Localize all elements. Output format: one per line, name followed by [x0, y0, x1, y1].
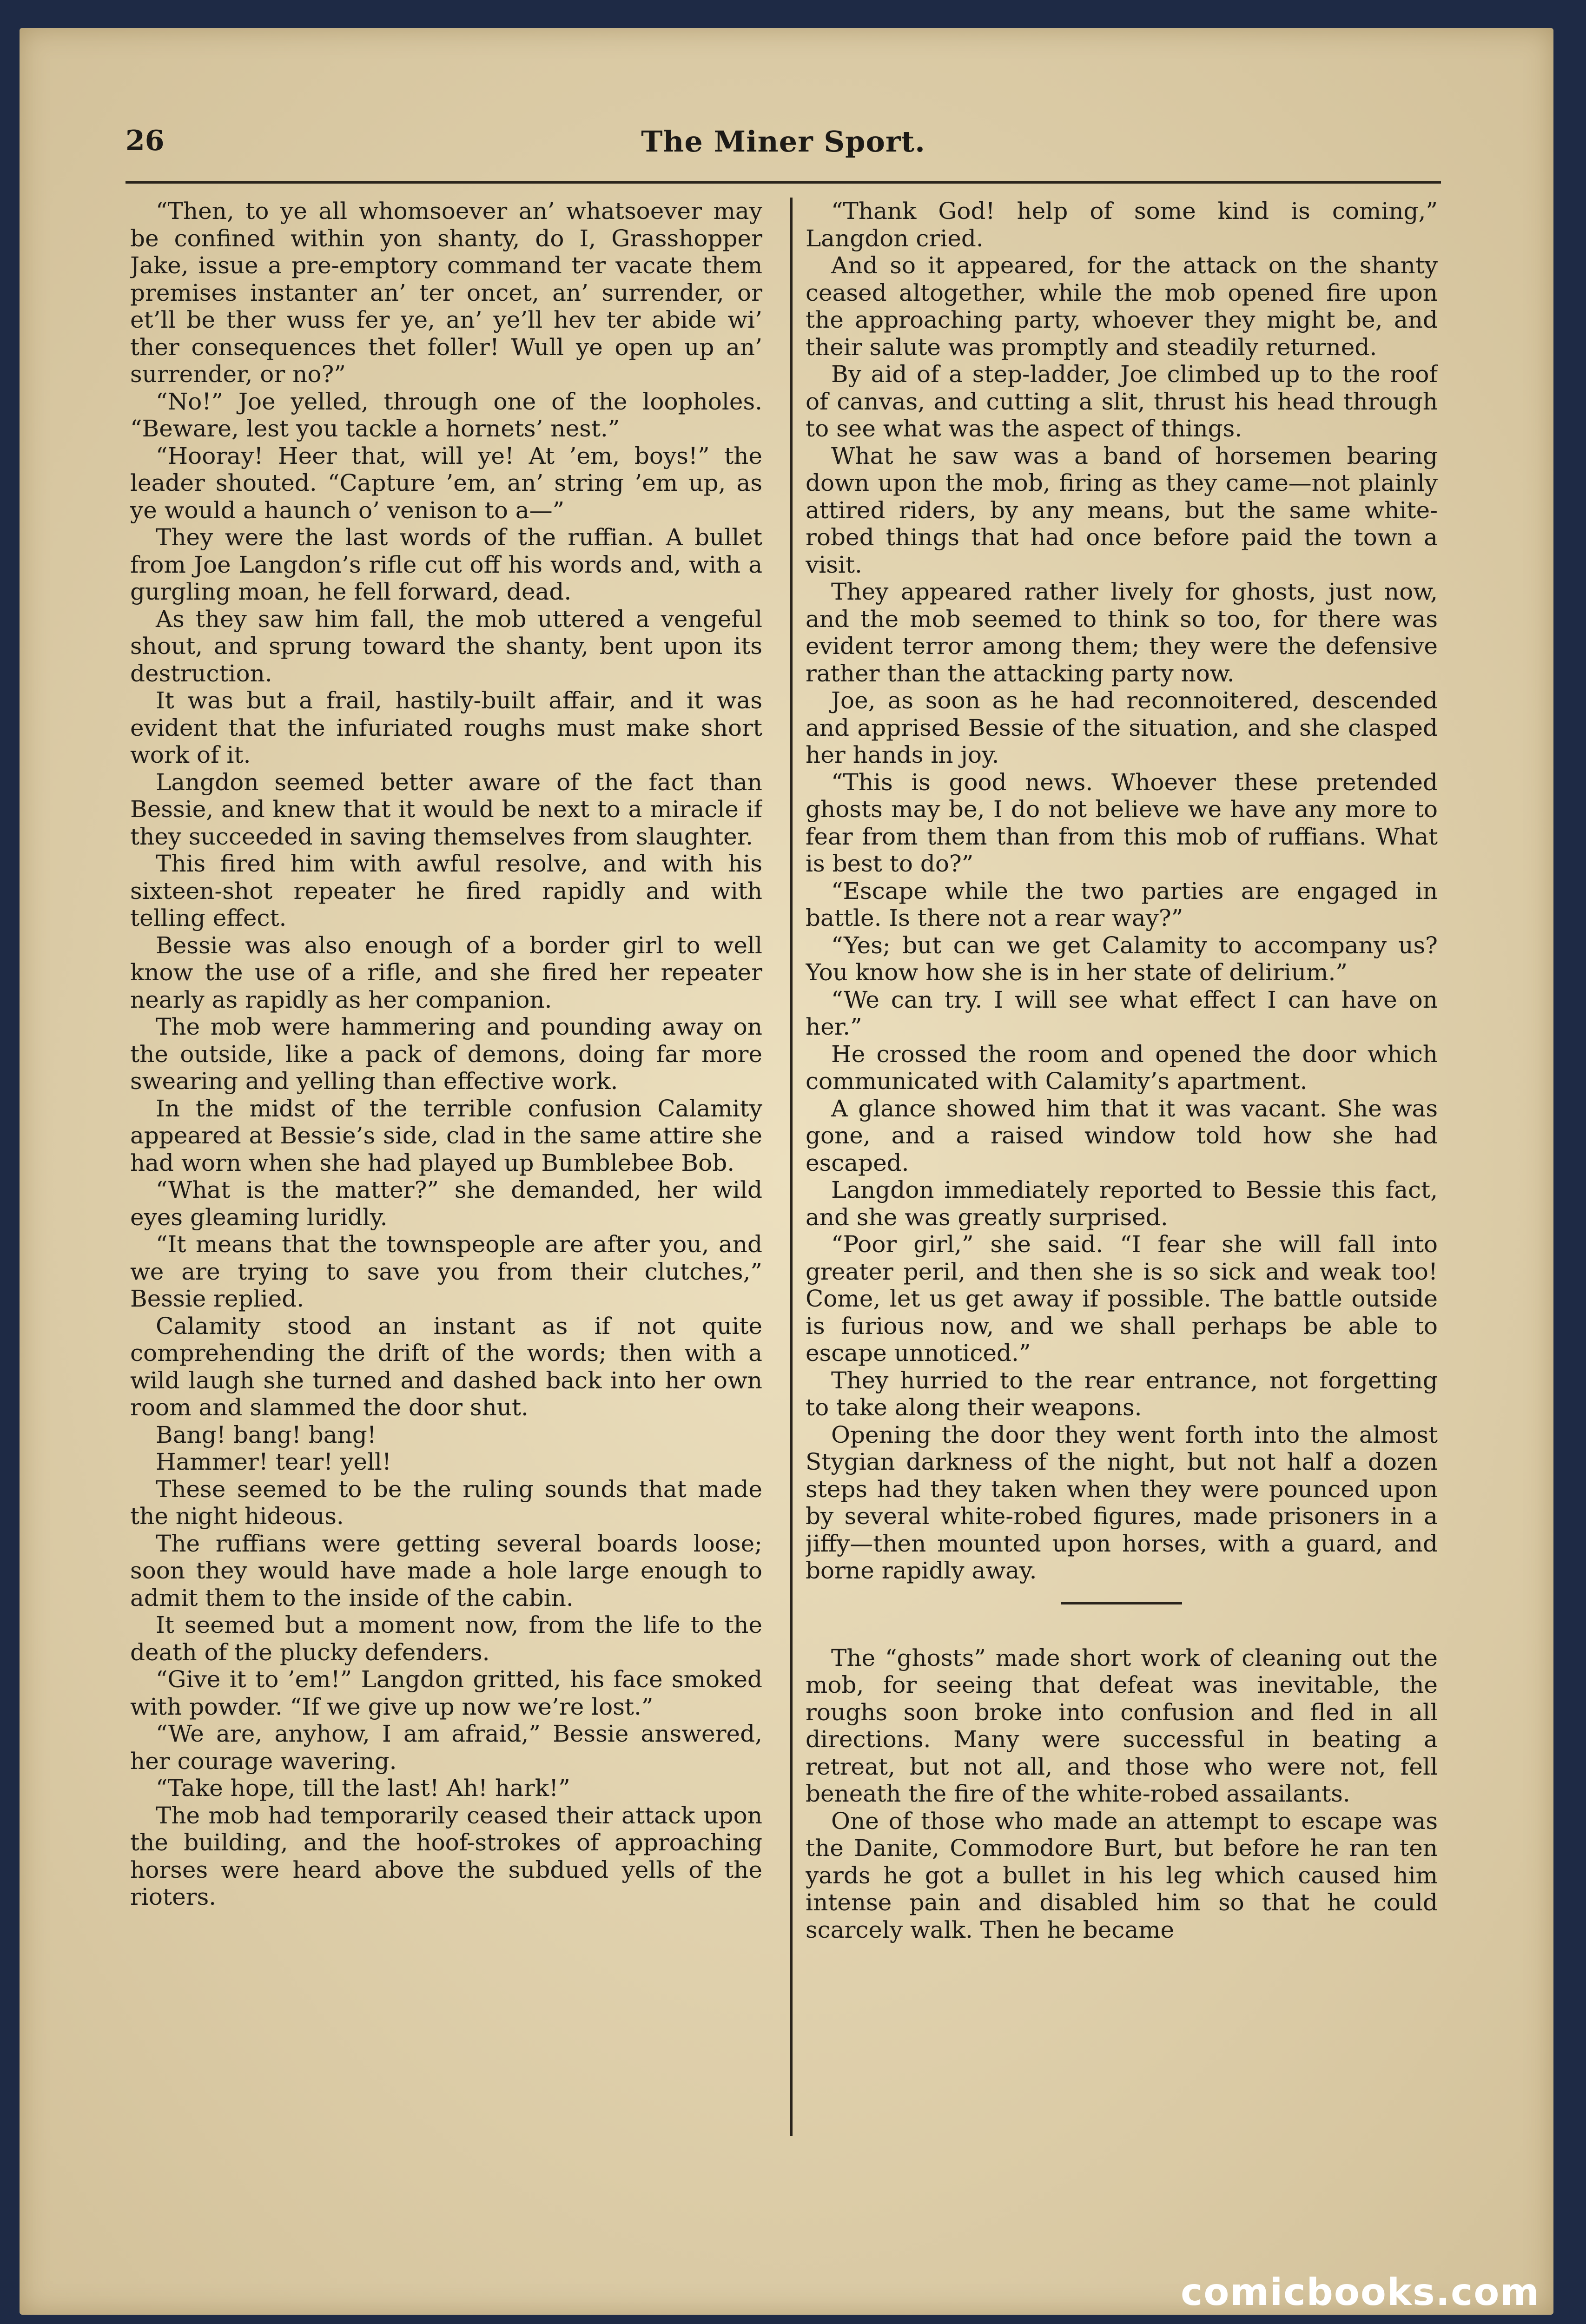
paragraph: By aid of a step-ladder, Joe climbed up to the roof of canvas, and cutting a slit, thrust his head through to see what was the aspect of things. [806, 361, 1438, 442]
paragraph: “We are, anyhow, I am afraid,” Bessie answered, her courage wavering. [130, 1720, 762, 1775]
paragraph: It seemed but a moment now, from the life to the death of the plucky defenders. [130, 1611, 762, 1666]
paragraph: And so it appeared, for the attack on the shanty ceased altogether, while the mob opened fire upon the approaching party, whoever they might be, and their salute was promptly and steadily returned. [806, 252, 1438, 361]
paragraph: They were the last words of the ruffian. A bullet from Joe Langdon’s rifle cut off his words and, with a gurgling moan, he fell forward, dead. [130, 524, 762, 605]
paragraph: In the midst of the terrible confusion Calamity appeared at Bessie’s side, clad in the same attire she had worn when she had played up Bumblebee Bob. [130, 1095, 762, 1176]
right-column [806, 198, 1438, 2150]
paragraph: He crossed the room and opened the door which communicated with Calamity’s apartment. [806, 1040, 1438, 1095]
paragraph: Langdon seemed better aware of the fact than Bessie, and knew that it would be next to a miracle if they succeeded in saving themselves from slaughter. [130, 768, 762, 850]
paragraph: “Yes; but can we get Calamity to accompany us? You know how she is in her state of delirium.” [806, 931, 1438, 986]
paragraph: One of those who made an attempt to escape was the Danite, Commodore Burt, but before he ran ten yards he got a bullet in his leg which caused him intense pain and disabled him so that he could scarcely walk. Then he became [806, 1807, 1438, 1943]
paragraph: They hurried to the rear entrance, not forgetting to take along their weapons. [806, 1367, 1438, 1421]
paragraph: “Take hope, till the last! Ah! hark!” [156, 1775, 570, 1802]
paragraph: Opening the door they went forth into the almost Stygian darkness of the night, but not half a dozen steps had they taken when they were pounced upon by several white-robed figures, made prisoners in a jiffy—then mounted upon horses, with a guard, and borne rapidly away. [806, 1421, 1438, 1584]
paragraph: Calamity stood an instant as if not quite comprehending the drift of the words; then with a wild laugh she turned and dashed back into her own room and slammed the door shut. [130, 1312, 762, 1421]
paragraph: They appeared rather lively for ghosts, just now, and the mob seemed to think so too, for there was evident terror among them; they were the defensive rather than the attacking party now. [806, 578, 1438, 687]
paragraph: “Give it to ’em!” Langdon gritted, his face smoked with powder. “If we give up now we’re lost.” [130, 1666, 762, 1720]
paragraph: “It means that the townspeople are after you, and we are trying to save you from their clutches,” Bessie replied. [130, 1231, 762, 1312]
header-rule [126, 181, 1441, 184]
paragraph: The ruffians were getting several boards loose; soon they would have made a hole large enough to admit them to the inside of the cabin. [130, 1530, 762, 1611]
paragraph: “Poor girl,” she said. “I fear she will fall into greater peril, and then she is so sick and weak too! Come, let us get away if possible. The battle outside is furious now, and we shall perhaps be able to escape unnoticed.” [806, 1231, 1438, 1367]
paragraph: The mob had temporarily ceased their attack upon the building, and the hoof-strokes of approaching horses were heard above the subdued yells of the rioters. [130, 1802, 762, 1910]
paragraph: Bessie was also enough of a border girl to well know the use of a rifle, and she fired her repeater nearly as rapidly as her companion. [130, 931, 762, 1013]
paragraph: “Hooray! Heer that, will ye! At ’em, boys!” the leader shouted. “Capture ’em, an’ string ’em up, as ye would a haunch o’ venison to a—” [130, 442, 762, 524]
paragraph: These seemed to be the ruling sounds that made the night hideous. [130, 1475, 762, 1530]
paragraph: Hammer! tear! yell! [156, 1448, 392, 1475]
paragraph: The mob were hammering and pounding away on the outside, like a pack of demons, doing far more swearing and yelling than effective work. [130, 1013, 762, 1095]
paragraph: What he saw was a band of horsemen bearing down upon the mob, firing as they came—not plainly attired riders, by any means, but the same white-robed things that had once before paid the town a visit. [806, 442, 1438, 578]
paragraph: It was but a frail, hastily-built affair, and it was evident that the infuriated roughs must make short work of it. [130, 687, 762, 768]
page-header [126, 125, 1441, 176]
paragraph: “This is good news. Whoever these pretended ghosts may be, I do not believe we have any more to fear from them than from this mob of ruffians. What is best to do?” [806, 768, 1438, 877]
paragraph: The “ghosts” made short work of cleaning out the mob, for seeing that defeat was inevitable, the roughs soon broke into confusion and fled in all directions. Many were successful in beating a retreat, but not all, and those who were not, fell beneath the fire of the white-robed assailants. [806, 1644, 1438, 1807]
paragraph: “We can try. I will see what effect I can have on her.” [806, 986, 1438, 1040]
paragraph: Joe, as soon as he had reconnoitered, descended and apprised Bessie of the situation, and she clasped her hands in joy. [806, 687, 1438, 768]
paragraph: “Then, to ye all whomsoever an’ whatsoever may be confined within yon shanty, do I, Grasshopper Jake, issue a pre-emptory command ter vacate them premises instanter an’ ter oncet, an’ surrender, or et’ll be ther wuss fer ye, an’ ye’ll hev ter abide wi’ ther consequences thet foller! Wull ye open up an’ surrender, or no?” [130, 198, 762, 388]
paragraph: A glance showed him that it was vacant. She was gone, and a raised window told how she had escaped. [806, 1095, 1438, 1176]
column-divider [790, 198, 793, 2136]
paragraph: “What is the matter?” she demanded, her wild eyes gleaming luridly. [130, 1176, 762, 1231]
watermark: comicbooks.com [1181, 2271, 1540, 2314]
paragraph: “Thank God! help of some kind is coming,” Langdon cried. [806, 198, 1438, 252]
left-column [130, 198, 762, 2150]
paragraph: Bang! bang! bang! [156, 1421, 377, 1448]
paragraph: “Escape while the two parties are engaged in battle. Is there not a rear way?” [806, 877, 1438, 931]
section-break-rule [1061, 1602, 1182, 1604]
running-title: The Miner Sport. [641, 125, 925, 158]
paragraph: As they saw him fall, the mob uttered a vengeful shout, and sprung toward the shanty, bent upon its destruction. [130, 605, 762, 687]
paragraph: Langdon immediately reported to Bessie this fact, and she was greatly surprised. [806, 1176, 1438, 1231]
paragraph: “No!” Joe yelled, through one of the loopholes. “Beware, lest you tackle a hornets’ nest.” [130, 388, 762, 442]
page-number: 26 [126, 125, 165, 157]
paragraph: This fired him with awful resolve, and with his sixteen-shot repeater he fired rapidly and with telling effect. [130, 850, 762, 931]
